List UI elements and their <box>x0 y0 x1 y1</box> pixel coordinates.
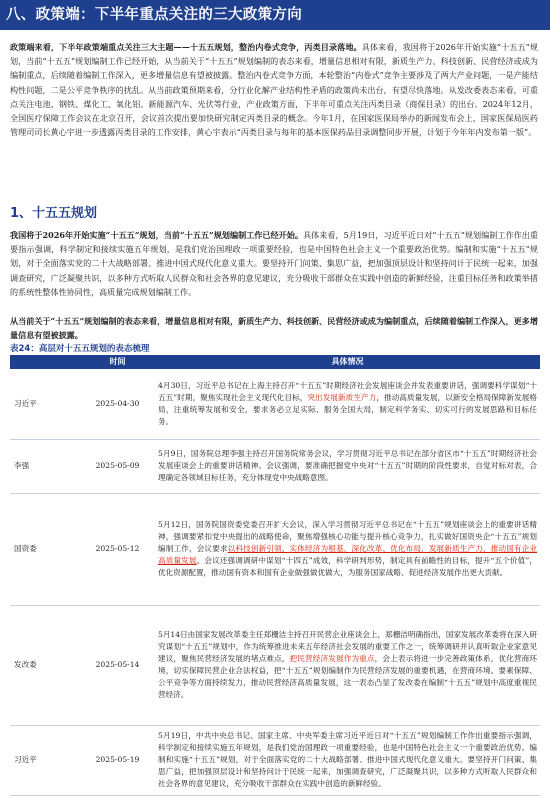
section-title-fifteenth-plan: 1、十五五规划 <box>10 206 98 221</box>
plan-body: 具体来看，5月19日，习近平近日对“十五五”规划编制工作作出重要指示强调，科学制定和接续实施五年规划，是我们党治国理政一项重要经验，也是中国特色社会主义一个重要政治优势。编制和实施“十五五”规划，对于全面落实党的二十大战略部署、推进中国式现代化意义重大。要坚持开门问策、集思广益，把加强顶层设计和坚持问计于民统一起来，加强调查研究，广泛凝聚共识，以多种方式听取人民群众和社会各界的意见建议，充分吸收干部群众在实践中创造的新鲜经验，注重目标任务和政策举措的系统性整体性协同性，高质量完成规划编制工作。 <box>10 230 538 297</box>
table-row <box>10 369 540 439</box>
detail-text-cont: 。会议还强调调研中谋划“十四五”成效，科学研判形势，制定具有前瞻性的目标，提升“五个价值”，优化资源配置，推动国有资本和国有企业做强做优做大，为服务国家战略、促进经济发展作出更大贡献。 <box>158 556 537 578</box>
detail-text: 5月9日，国务院总理李强主持召开国务院常务会议，学习贯彻习近平总书记在部分省区市“十五五”时期经济社会发展座谈会上的重要讲话精神。会议强调，要准确把握党中央对“十五五”时期的阶段性要求，自觉对标对表，合理确定各领域目标任务，充分体现党中央战略意图。 <box>158 448 537 483</box>
detail-text-cont: ，会上表示将进一步完善政策体系，优化营商环境，切实保障民营企业合法权益，把“十五五”规划编制作为民营经济发展的重要机遇，在营商环境、要素保障、公平竞争等方面持续发力，推动民营经济高质量发展，这一表态凸显了发改委在编制“十五五”规划中高度重视民营经济。 <box>158 653 538 700</box>
policy-table <box>10 356 540 796</box>
row-detail <box>155 605 540 725</box>
detail-highlight: 突出发展新质生产力 <box>307 392 377 402</box>
header-date: 时间 <box>80 356 155 369</box>
detail-highlight: 把民营经济发展作为重点 <box>289 653 375 663</box>
stance-bold-text: 从当前关于“十五五”规划编制的表态来看，增量信息相对有限，新质生产力、科技创新、民营经济或成为编制重点，后续随着编制工作深入，更多增量信息有望被披露。 <box>10 316 538 341</box>
header-detail: 具体情况 <box>155 356 540 369</box>
row-subject: 发改委 <box>10 605 80 725</box>
row-subject: 习近平 <box>10 725 80 795</box>
table-row <box>10 725 540 795</box>
row-date: 2025-04-30 <box>80 369 155 439</box>
detail-text: 5月14日由国家发展改革委主任郑栅洁主持召开民营企业座谈会上，郑栅洁明确指出，国家发展改革委将在深入研究谋划“十五五”规划中，作为统筹推进未来五年经济社会发展的重要工作之一，统筹调研并认真听取企业家意见建议，聚焦民营经济发展的堵点难点， <box>158 629 537 663</box>
detail-text: 5月19日，中共中央总书记、国家主席、中央军委主席习近平近日对“十五五”规划编制工作作出重要指示强调，科学制定和接续实施五年规划，是我们党治国理政一项重要经验，也是中国特色社会主义一个重要政治优势。编制和实施“十五五”规划，对于全面落实党的二十大战略部署、推进中国式现代化意义重大。要坚持开门问策、集思广益，把加强顶层设计和坚持问计于民统一起来，加强调查研究，广泛凝聚共识，以多种方式听取人民群众和社会各界的意见建议，充分吸收干部群众在实践中创造的新鲜经验。 <box>158 731 537 789</box>
row-subject: 习近平 <box>10 369 80 439</box>
row-detail <box>155 439 540 493</box>
row-subject: 国资委 <box>10 493 80 605</box>
section-banner: 八、政策端：下半年重点关注的三大政策方向 <box>0 0 550 30</box>
detail-text: 4月30日，习近平总书记在上海主持召开“十五五”时期经济社会发展座谈会并发表重要讲话，强调要科学谋划“十五五”时期，聚焦实现社会主义现代化目标， <box>158 380 537 402</box>
plan-bold-lead: 我国将于2026年开始实施“十五五”规划，当前“十五五”规划编制工作已经开始。 <box>10 230 304 240</box>
plan-paragraph <box>10 228 538 314</box>
stance-paragraph <box>10 314 538 342</box>
table-row <box>10 439 540 493</box>
header-subject <box>10 356 80 369</box>
detail-text-cont: ，推动高质量发展，以新安全格局保障新发展格局，注重统筹发展和安全，要求务必立足实际、服务全国大局，制定科学务实、切实可行的发展思路和目标任务。 <box>158 392 538 426</box>
table-row <box>10 493 540 605</box>
row-detail <box>155 725 540 795</box>
detail-highlight: 以科技创新引领、实体经济为根基，深化改革、优化布局，发展新质生产力，推动国有企业高质量发展 <box>158 543 537 566</box>
row-subject: 李强 <box>10 439 80 493</box>
row-date: 2025-05-19 <box>80 725 155 795</box>
detail-text: 5月12日，国务院国资委党委召开扩大会议，深入学习贯彻习近平总书记在“十五五”规划座谈会上的重要讲话精神，强调要紧扣党中央提出的战略使命，聚焦增强核心功能与提升核心竞争力，扎实做好国资央企“十五五”规划编制工作，会议要求 <box>158 519 537 553</box>
row-detail <box>155 493 540 605</box>
table-header-row <box>10 356 540 369</box>
table-caption: 表24：高层对十五五规划的表态梳理 <box>10 344 150 354</box>
table-row <box>10 605 540 725</box>
intro-bold-lead: 政策端来看，下半年政策端重点关注三大主题——十五五规划，整治内卷式竞争，丙类目录落地。 <box>10 42 362 52</box>
intro-paragraph <box>10 40 538 190</box>
row-date: 2025-05-14 <box>80 605 155 725</box>
intro-body: 具体来看，我国将于2026年开始实施“十五五”规划，当前“十五五”规划编制工作已经开始，从当前关于“十五五”规划编制的表态来看，增量信息相对有限，新质生产力、科技创新、民营经济或成为编制重点，后续随着编制工作深入，更多增量信息有望被披露。整治内卷式竞争方面，本轮整治“内卷式”竞争主要涉及了两大产业问题，一是产能结构性问题，二是公平竞争秩序的扰乱。从当前政策预期来看，分行业化解产业结构性矛盾的政策尚未出台，有望尽快落地。从发改委表态来看，可重点关注电池、钢铁、煤化工、氧化铝、新能源汽车、光伏等行业，产业政策方面，下半年可重点关注丙类目录（商保目录）的出台。2024年12月，全国医疗保障工作会议在北京召开，会议首次提出要加快研究制定丙类目录的概念。今年1月，在国家医保局举办的新闻发布会上，国家医保局医药管理司司长黄心宇进一步透露丙类目录的工作安排，黄心宇表示“丙类目录与每年的基本医保药品目录调整同步开展，计划于今年年内发布第一版”。 <box>10 42 538 138</box>
row-detail <box>155 369 540 439</box>
row-date: 2025-05-12 <box>80 493 155 605</box>
row-date: 2025-05-09 <box>80 439 155 493</box>
